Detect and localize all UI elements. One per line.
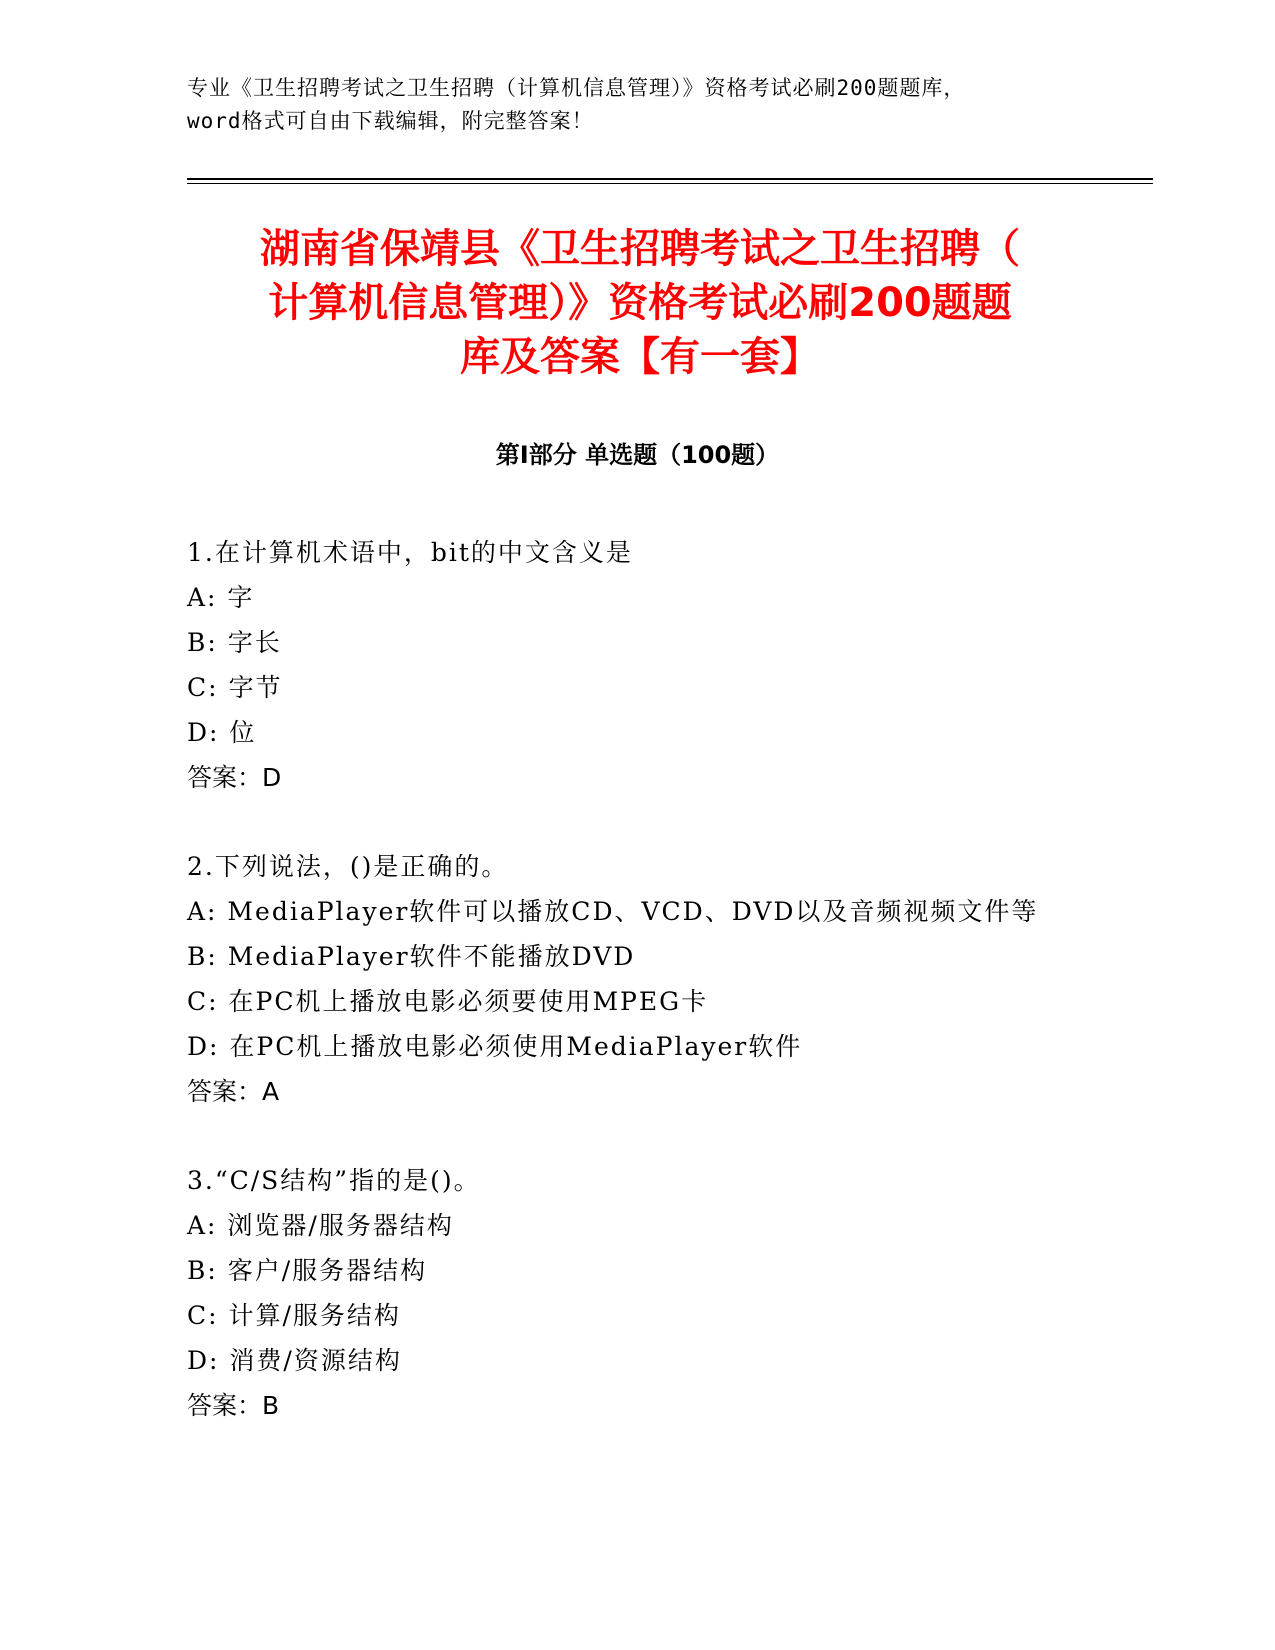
question-stem: 2.下列说法，()是正确的。 [187, 852, 509, 881]
question-stem: 1.在计算机术语中，bit的中文含义是 [187, 538, 633, 567]
option-d: D: 消费/资源结构 [187, 1346, 402, 1375]
question-3 [187, 1158, 1137, 1428]
option-d: D: 在PC机上播放电影必须使用MediaPlayer软件 [187, 1032, 803, 1061]
option-a: A: 字 [187, 583, 255, 612]
option-b: B: 客户/服务器结构 [187, 1256, 428, 1285]
header-divider-thick [187, 178, 1153, 180]
document-title [190, 222, 1090, 384]
header-note [187, 72, 1087, 138]
section-heading: 第Ⅰ部分 单选题（100题） [495, 441, 780, 469]
document-title-line-2: 计算机信息管理）》资格考试必刷200题题 [268, 280, 1012, 326]
option-d: D: 位 [187, 718, 257, 747]
header-note-line-2: word格式可自由下载编辑，附完整答案！ [187, 109, 594, 133]
question-1 [187, 530, 1137, 800]
answer: 答案：A [187, 1077, 280, 1106]
answer: 答案：B [187, 1391, 280, 1420]
option-b: B: MediaPlayer软件不能播放DVD [187, 942, 636, 971]
question-list [187, 530, 1137, 1472]
question-stem: 3.“C/S结构”指的是()。 [187, 1166, 481, 1195]
document-title-line-1: 湖南省保靖县《卫生招聘考试之卫生招聘（ [260, 226, 1020, 272]
option-c: C: 在PC机上播放电影必须要使用MPEG卡 [187, 987, 709, 1016]
question-2 [187, 844, 1137, 1114]
header-note-line-1: 专业《卫生招聘考试之卫生招聘（计算机信息管理）》资格考试必刷200题题库， [187, 76, 966, 100]
option-a: A: MediaPlayer软件可以播放CD、VCD、DVD以及音频视频文件等 [187, 897, 1039, 926]
option-b: B: 字长 [187, 628, 282, 657]
option-c: C: 计算/服务结构 [187, 1301, 401, 1330]
answer: 答案：D [187, 763, 282, 792]
option-c: C: 字节 [187, 673, 283, 702]
header-divider-thin [187, 183, 1153, 184]
document-title-line-3: 库及答案【有一套】 [460, 334, 820, 380]
option-a: A: 浏览器/服务器结构 [187, 1211, 454, 1240]
